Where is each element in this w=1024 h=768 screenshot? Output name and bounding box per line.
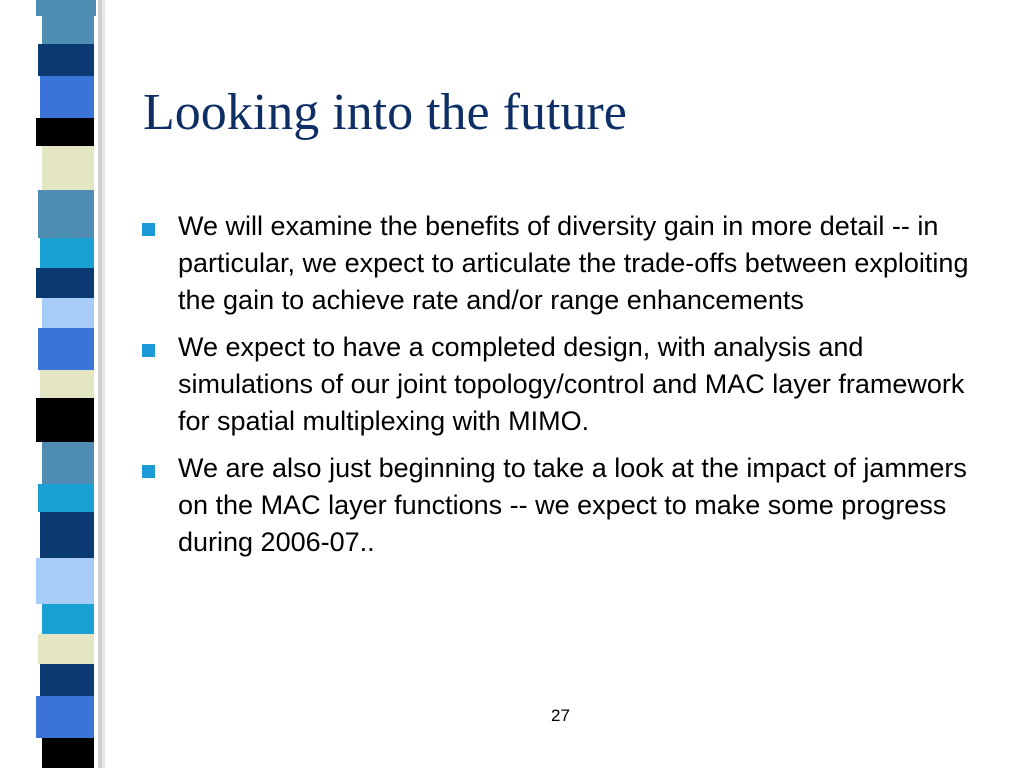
bullet-text: We expect to have a completed design, with analysis and simulations of our joint topology/control and MAC layer framework for spatial multiplexing with MIMO. [178,332,965,436]
bullet-item [140,329,990,440]
square-bullet-icon [142,344,155,357]
stripe-pattern [0,0,118,768]
square-bullet-icon [142,223,155,236]
page-number: 27 [551,706,570,725]
bullet-list [140,208,990,571]
bullet-text: We will examine the benefits of diversity gain in more detail -- in particular, we expect to articulate the trade-offs between exploiting the gain to achieve rate and/or range enhancements [178,211,969,315]
decorative-stripe-bar [0,0,118,768]
bullet-item [140,450,990,561]
slide-title: Looking into the future [143,84,627,141]
square-bullet-icon [142,465,155,478]
bullet-item [140,208,990,319]
bullet-text: We are also just beginning to take a look at the impact of jammers on the MAC layer functions -- we expect to make some progress during 2006-07.. [178,453,967,557]
